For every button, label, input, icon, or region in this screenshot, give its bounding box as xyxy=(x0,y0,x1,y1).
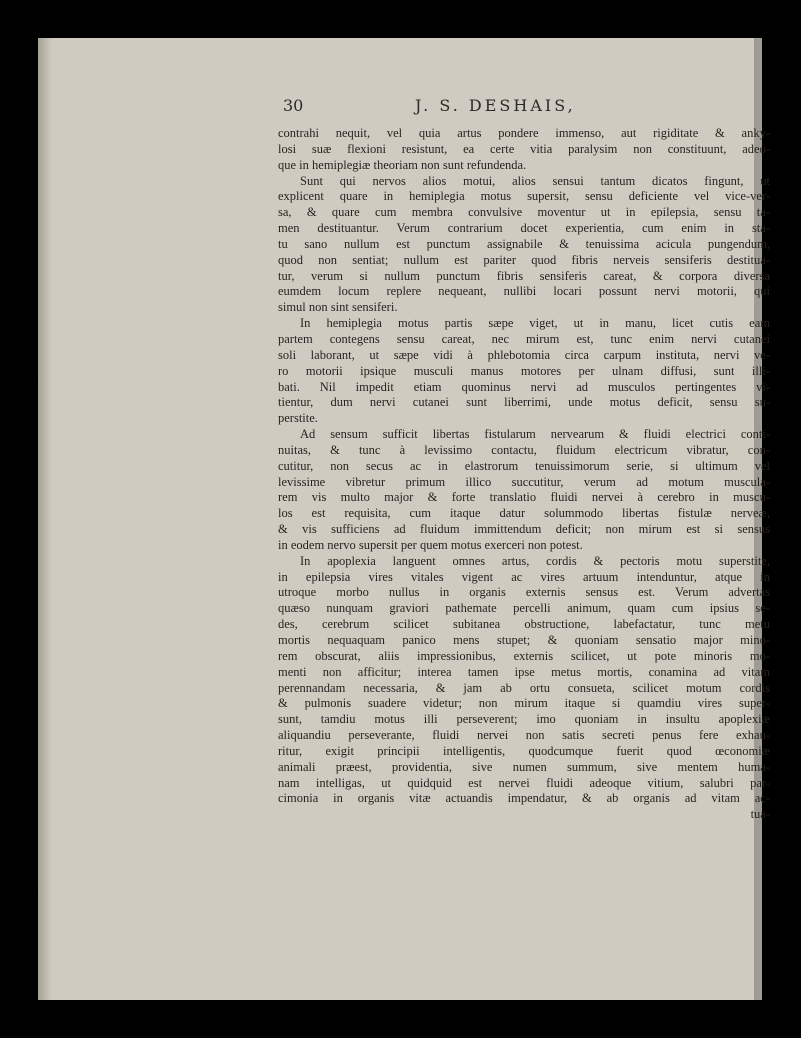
paragraph xyxy=(278,554,770,808)
paragraph xyxy=(278,174,770,317)
text-line: contrahi nequit, vel quia artus pondere immenso, aut rigiditate & anky- xyxy=(278,126,770,140)
text-line: Sunt qui nervos alios motui, alios sensui tantum dicatos fingunt, ut xyxy=(300,173,770,188)
body-text xyxy=(278,126,770,823)
text-line: simul non sint sensiferi. xyxy=(278,300,398,315)
paragraph xyxy=(278,126,770,174)
text-line: in eodem nervo supersit per quem motus exerceri non potest. xyxy=(278,537,583,552)
text-line: menti non afficitur; interea tamen ipse metus mortis, conamina ad vitam xyxy=(278,664,770,679)
text-line: nuitas, & tunc à levissimo contactu, fluidum electricum vibratur, con- xyxy=(278,442,770,457)
paragraph xyxy=(278,316,770,427)
text-line: sunt, tamdiu motus illi perseverent; imo quoniam in insultu apoplexiæ xyxy=(278,712,770,727)
text-line: quod non sentiat; nullum est pariter quod fibris nerveis sensiferis destitua- xyxy=(278,252,770,267)
text-line: perstite. xyxy=(278,411,318,426)
text-line: bati. Nil impedit etiam quominus nervi ad musculos pertingentes vi- xyxy=(278,379,770,394)
text-line: men destituantur. Verum contrarium docet experientia, cum enim in sta- xyxy=(278,221,770,236)
text-line: In hemiplegia motus partis sæpe viget, ut in manu, licet cutis eam xyxy=(300,316,770,331)
text-line: utroque morbo nullus in organis externis sensus est. Verum advertas xyxy=(278,585,770,600)
text-line: tientur, dum nervi cutanei sunt liberrimi, unde motus deficit, sensu su- xyxy=(278,395,770,410)
running-title: J. S. DESHAIS, xyxy=(415,96,576,115)
text-line: tu sano nullum est punctum assignabile & tenuissima acicula pungendum, xyxy=(278,236,770,251)
page-header xyxy=(283,96,683,120)
text-line: mortis nequaquam panico mens stupet; & quoniam sensatio major mino- xyxy=(278,633,770,647)
text-line: perennandam necessaria, & jam ab ortu consueta, scilicet motum cordis xyxy=(278,680,770,695)
text-line: cutitur, non secus ac in elastrorum tenuissimorum serie, si ultimum vel xyxy=(278,458,770,473)
text-line: tur, verum si nullum punctum fibris sensiferis careat, & corpora diversa xyxy=(278,268,770,283)
text-line: ro motorii ipsique musculi manus motores per ulnam diffusi, sunt illi- xyxy=(278,363,770,378)
text-line: partem contegens sensu careat, nec mirum est, tunc enim nervi cutanei xyxy=(278,331,770,346)
text-line: & pulmonis suadere videtur; non mirum itaque si quamdiu vires super- xyxy=(278,696,770,711)
text-line: In apoplexia languent omnes artus, cordis & pectoris motu superstite, xyxy=(300,553,770,568)
text-line: in epilepsia vires vitales vigent ac vires artuum intenduntur, atque in xyxy=(278,569,770,584)
paragraph xyxy=(278,427,770,554)
text-line: los est requisita, cum itaque datur solummodo libertas fistulæ nerveæ, xyxy=(278,506,770,521)
catchword: tua- xyxy=(750,807,770,822)
text-line: animali præest, providentia, sive numen summum, sive mentem huma- xyxy=(278,759,770,774)
book-page xyxy=(38,38,770,1000)
text-line: & vis sufficiens ad fluidum immittendum deficit; non mirum est si sensus xyxy=(278,522,770,537)
text-line: que in hemiplegiæ theoriam non sunt refundenda. xyxy=(278,157,527,172)
text-line: rem vis multo major & forte translatio fluidi nervei à cerebro in muscu- xyxy=(278,490,770,505)
text-line: levissime vibretur primum illico succutitur, verum ad motum muscula- xyxy=(278,474,770,489)
text-line: cimonia in organis vitæ actuandis impendatur, & ab organis ad vitam ac- xyxy=(278,791,770,806)
text-line: aliquandiu perseverante, fluidi nervei non satis secreti penus fere exhau- xyxy=(278,728,770,743)
text-line: des, cerebrum scilicet subitanea obstructione, labefactatur, tunc metu xyxy=(278,617,770,632)
text-line: eumdem locum replere nequeant, nullibi locari possunt nervi motorii, qui xyxy=(278,284,770,299)
text-line: Ad sensum sufficit libertas fistularum nervearum & fluidi electrici conti- xyxy=(300,427,770,442)
text-line: rem obscurat, aliis impressionibus, externis scilicet, ut pote minoris mo- xyxy=(278,648,770,663)
text-line: nam intelligas, ut quidquid est nervei fluidi adeoque vitium, salubri par- xyxy=(278,775,770,790)
text-line: soli laborant, ut sæpe vidi à phlebotomia circa carpum instituta, nervi ve- xyxy=(278,347,770,362)
text-line: ritur, exigit principii intelligentis, quodcumque fuerit quod œconomiæ xyxy=(278,743,770,758)
page-number: 30 xyxy=(283,96,304,115)
text-line: explicent quare in hemiplegia motus supersit, sensu deficiente vel vice-ver- xyxy=(278,189,770,204)
text-line: quæso nunquam graviori pathemate percelli animum, quam cum ipsius se- xyxy=(278,601,770,616)
text-line: sa, & quare cum membra convulsive moventur ut in epilepsia, sensu ta- xyxy=(278,205,770,220)
page-gutter-shadow xyxy=(38,38,52,1000)
text-line: losi suæ flexioni resistunt, ea certe vitia paralysim non constituunt, adeo- xyxy=(278,141,770,156)
